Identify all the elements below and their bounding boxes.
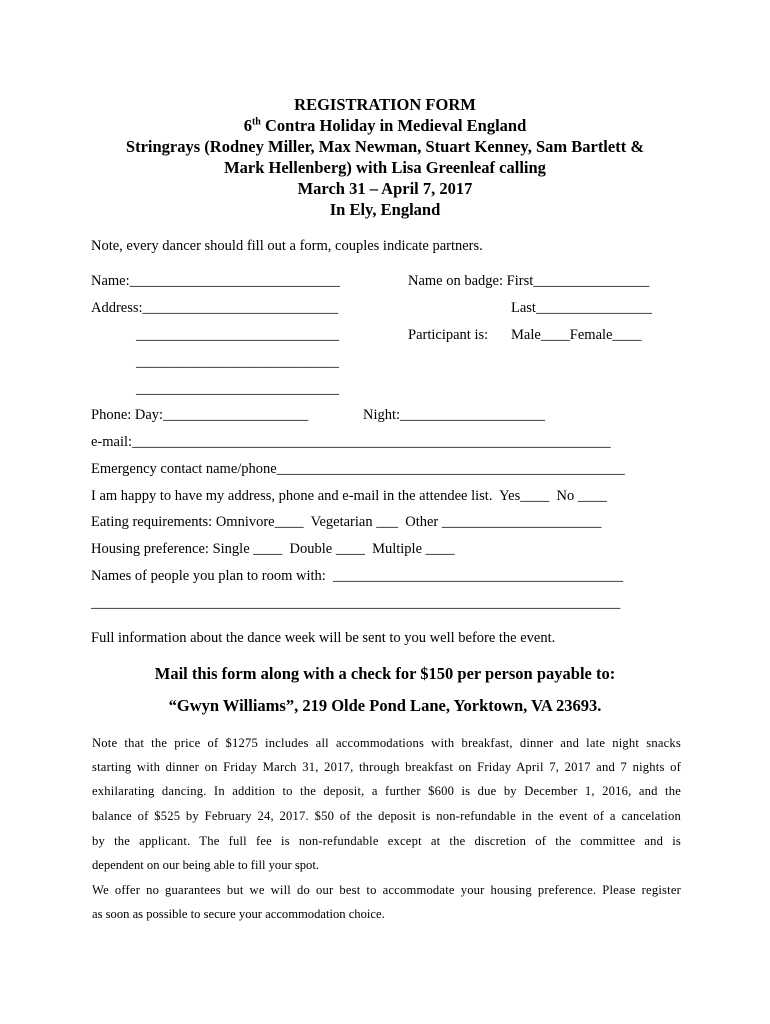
price-note-line-1: Note that the price of $1275 includes all accommodations with breakfast, dinner and late night snacks xyxy=(92,736,681,750)
gender-field[interactable]: Male____Female____ xyxy=(511,327,642,343)
mail-instructions: Mail this form along with a check for $150 per person payable to: xyxy=(154,664,616,683)
emergency-contact-field[interactable]: Emergency contact name/phone________________________________________________ xyxy=(91,461,625,477)
address-line-3[interactable]: ____________________________ xyxy=(136,354,339,370)
address-field[interactable]: Address:___________________________ xyxy=(91,300,339,316)
form-title: REGISTRATION FORM xyxy=(294,95,476,114)
band-line-2: Mark Hellenberg) with Lisa Greenleaf calling xyxy=(224,158,546,177)
mailing-address: “Gwyn Williams”, 219 Olde Pond Lane, Yorktown, VA 23693. xyxy=(168,696,602,715)
price-note-line-5: by the applicant. The full fee is non-refundable except at the discretion of the committee and is xyxy=(92,834,681,848)
housing-preference-field[interactable]: Housing preference: Single ____ Double ____ Multiple ____ xyxy=(91,541,455,557)
event-name: Contra Holiday in Medieval England xyxy=(260,116,527,135)
badge-last-name-field[interactable]: Last________________ xyxy=(511,300,652,316)
roommates-extra-line[interactable]: _________________________________________________________________________ xyxy=(91,595,621,611)
instructions-note: Note, every dancer should fill out a form, couples indicate partners. xyxy=(91,238,483,254)
price-note-line-6: dependent on our being able to fill your spot. xyxy=(92,858,319,872)
participant-label: Participant is: xyxy=(408,327,489,343)
price-note-line-3: exhilarating dancing. In addition to the deposit, a further $600 is due by December 1, 2016, and the xyxy=(92,784,681,798)
event-dates: March 31 – April 7, 2017 xyxy=(297,179,473,198)
price-note-line-2: starting with dinner on Friday March 31, 2017, through breakfast on Friday April 7, 2017 and 7 nights of xyxy=(92,760,681,774)
event-number-suffix: th xyxy=(251,116,261,128)
housing-note-line-1: We offer no guarantees but we will do our best to accommodate your housing preference. Please register xyxy=(92,883,681,897)
full-info-note: Full information about the dance week will be sent to you well before the event. xyxy=(91,630,556,646)
email-field[interactable]: e-mail:__________________________________________________________________ xyxy=(91,434,611,450)
attendee-list-consent[interactable]: I am happy to have my address, phone and e-mail in the attendee list. Yes____ No ____ xyxy=(91,488,607,504)
housing-note-line-2: as soon as possible to secure your accommodation choice. xyxy=(92,907,385,921)
eating-requirements-field[interactable]: Eating requirements: Omnivore____ Vegetarian ___ Other ______________________ xyxy=(91,514,602,530)
event-title xyxy=(0,115,770,136)
night-phone-field[interactable]: Night:____________________ xyxy=(363,407,546,423)
badge-first-name-field[interactable]: Name on badge: First________________ xyxy=(408,273,650,289)
address-line-4[interactable]: ____________________________ xyxy=(136,381,339,397)
price-note-line-4: balance of $525 by February 24, 2017. $50 of the deposit is non-refundable in the event of a cancelation xyxy=(92,809,681,823)
day-phone-field[interactable]: Phone: Day:____________________ xyxy=(91,407,309,423)
band-line-1: Stringrays (Rodney Miller, Max Newman, Stuart Kenney, Sam Bartlett & xyxy=(125,137,645,156)
address-line-2[interactable]: ____________________________ xyxy=(136,327,339,343)
name-field[interactable]: Name:_____________________________ xyxy=(91,273,340,289)
event-location: In Ely, England xyxy=(329,200,441,219)
event-number: 6 xyxy=(243,116,252,135)
roommates-field[interactable]: Names of people you plan to room with: ________________________________________ xyxy=(91,568,624,584)
